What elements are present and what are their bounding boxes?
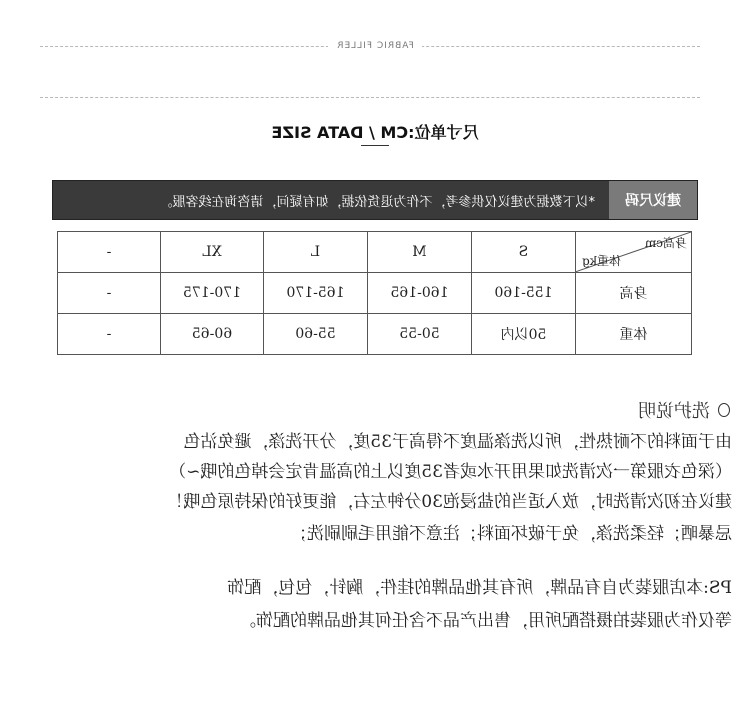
size-unit-title: 尺寸单位:CM / DATA SIZE bbox=[271, 123, 479, 142]
column-header-m: M bbox=[368, 232, 472, 273]
circle-bullet-icon bbox=[718, 403, 730, 417]
care-line: 忌暴晒；轻柔洗涤，免于破坏面料；注意不能用毛刷刷洗； bbox=[290, 524, 732, 544]
ps-note-line: 等仅作为服装拍摄搭配所用，售出产品不含任何其他品牌的配饰。 bbox=[239, 611, 732, 631]
table-cell: 50以内 bbox=[472, 314, 576, 355]
care-line: 建议在初次清洗时，放入适当的盐浸泡30分钟左右，能更好的保持原色哦！ bbox=[166, 492, 732, 512]
table-header-row bbox=[58, 232, 692, 273]
table-cell: 60-65 bbox=[161, 314, 264, 355]
column-header-s: S bbox=[472, 232, 576, 273]
corner-height-label: 身高cm bbox=[644, 236, 687, 250]
column-header-l: L bbox=[264, 232, 368, 273]
size-table bbox=[57, 231, 692, 355]
fabric-filler-label: FABRIC FILLER bbox=[328, 41, 422, 51]
table-row bbox=[58, 314, 692, 355]
corner-weight-label: 体重kg bbox=[582, 254, 621, 268]
care-title: 洗护说明 bbox=[638, 401, 710, 422]
care-line: 由于面料的不耐热性，所以洗涤温度不得高于35度，分开洗涤，避免沾色 bbox=[183, 432, 732, 452]
table-cell: - bbox=[58, 273, 161, 314]
table-cell: 55-60 bbox=[264, 314, 368, 355]
ps-note-line: PS:本店服装为自有品牌，所有其他品牌的挂件，胸针，包包，配饰 bbox=[227, 578, 732, 598]
table-corner-cell bbox=[576, 232, 692, 273]
second-dashed-divider bbox=[40, 97, 700, 98]
fabric-filler-header bbox=[0, 38, 750, 54]
care-instructions-heading bbox=[0, 397, 750, 423]
size-notice-bar bbox=[52, 180, 698, 220]
row-label-height: 身高 bbox=[576, 273, 692, 314]
table-cell: 165-170 bbox=[264, 273, 368, 314]
column-header-xl: XL bbox=[161, 232, 264, 273]
row-label-weight: 体重 bbox=[576, 314, 692, 355]
table-cell: 50-55 bbox=[368, 314, 472, 355]
table-cell: 160-165 bbox=[368, 273, 472, 314]
size-notice-text: *以下数据为建议仅供参考，不作为退货依据，如有疑问，请咨询在线客服。 bbox=[159, 194, 595, 210]
title-underline bbox=[361, 145, 389, 146]
recommended-size-tag: 建议尺码 bbox=[609, 181, 697, 219]
table-cell: 170-175 bbox=[161, 273, 264, 314]
table-row bbox=[58, 273, 692, 314]
care-line: （深色衣服第一次清洗如果用开水或者35度以上的高温肯定会掉色的哦~） bbox=[169, 462, 732, 482]
table-cell: 155-160 bbox=[472, 273, 576, 314]
table-cell: - bbox=[58, 314, 161, 355]
column-header-blank: - bbox=[58, 232, 161, 273]
